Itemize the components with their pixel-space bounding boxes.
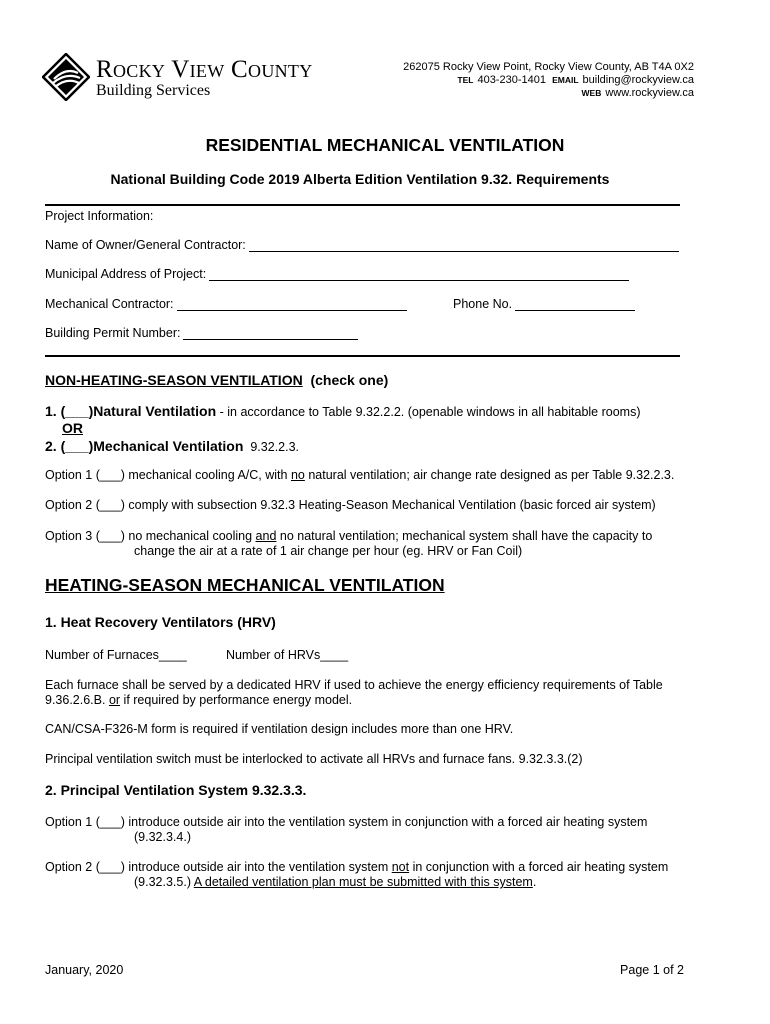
item2-title: Mechanical Ventilation [93, 438, 244, 454]
contact-phone-email [457, 74, 694, 86]
mech-contractor-label: Mechanical Contractor: [45, 297, 174, 311]
tel-value: 403-230-1401 [477, 74, 546, 86]
footer-date: January, 2020 [45, 963, 124, 977]
item1-title: Natural Ventilation [93, 403, 217, 419]
pvs-opt2-text-end: in conjunction with a forced air heating system [409, 860, 669, 874]
non-heating-option-2[interactable]: Option 2 (___) comply with subsection 9.32.3 Heating-Season Mechanical Ventilation (basic forced air system) [45, 498, 656, 512]
pvs-opt2-text: Option 2 (___) introduce outside air into the ventilation system [45, 860, 392, 874]
pvs-option-1-cont: (9.32.3.4.) [134, 830, 191, 844]
org-subtitle: Building Services [96, 82, 211, 99]
mech-contractor-input[interactable] [177, 299, 407, 311]
pvs-option-2-cont [45, 875, 536, 889]
item2-check[interactable]: 2. (___) [45, 438, 94, 454]
pvs-opt2-requirement: A detailed ventilation plan must be submitted with this system [193, 875, 533, 889]
page-subtitle: National Building Code 2019 Alberta Edition Ventilation 9.32. Requirements [110, 171, 610, 187]
para1-text: 9.36.2.6.B. [45, 693, 109, 707]
pvs-heading: 2. Principal Ventilation System 9.32.3.3. [45, 782, 307, 798]
pvs-opt2-ref: (9.32.3.5.) [134, 875, 194, 889]
natural-ventilation-item [45, 403, 641, 419]
address-label: Municipal Address of Project: [45, 267, 207, 281]
opt3-emphasis: and [255, 529, 277, 543]
pvs-opt2-emphasis: not [391, 860, 410, 874]
hrv-heading: 1. Heat Recovery Ventilators (HRV) [45, 614, 276, 630]
permit-field [45, 326, 358, 340]
heating-season-heading: HEATING-SEASON MECHANICAL VENTILATION [45, 575, 445, 595]
phone-label: Phone No. [453, 297, 513, 311]
phone-field [453, 297, 635, 311]
opt1-text: Option 1 (___) mechanical cooling A/C, with [45, 468, 291, 482]
para1-text-end: if required by performance energy model. [120, 693, 353, 707]
item1-desc: - in accordance to Table 9.32.2.2. (openable windows in all habitable rooms) [216, 405, 641, 419]
opt3-text: Option 3 (___) no mechanical cooling [45, 529, 256, 543]
non-heating-option-3-cont: change the air at a rate of 1 air change per hour (eg. HRV or Fan Coil) [134, 544, 523, 558]
logo-icon [42, 53, 90, 101]
opt3-text-end: no natural ventilation; mechanical system shall have the capacity to [276, 529, 653, 543]
para1-emphasis: or [108, 693, 121, 707]
or-label: OR [62, 420, 83, 436]
web-value[interactable]: www.rockyview.ca [605, 87, 694, 99]
hrv-para-1-line-2 [45, 693, 352, 707]
check-one-note: (check one) [310, 372, 389, 388]
address-field [45, 267, 629, 281]
mech-contractor-field [45, 297, 407, 311]
email-value[interactable]: building@rockyview.ca [582, 74, 694, 86]
county-logo [42, 53, 90, 101]
owner-field [45, 238, 679, 252]
pvs-opt2-period: . [532, 875, 537, 889]
non-heating-option-3[interactable] [45, 529, 652, 543]
hrv-para-3: Principal ventilation switch must be interlocked to activate all HRVs and furnace fans. 9.32.3.3.(2) [45, 752, 583, 766]
furnaces-count[interactable]: Number of Furnaces____ [45, 648, 187, 662]
contact-web [582, 87, 694, 99]
item1-check[interactable]: 1. (___) [45, 403, 94, 419]
non-heating-title: NON-HEATING-SEASON VENTILATION [45, 372, 303, 388]
hrv-para-1-line-1: Each furnace shall be served by a dedicated HRV if used to achieve the energy efficiency requirements of Table [45, 678, 663, 692]
non-heating-option-1[interactable] [45, 468, 674, 482]
page-title: RESIDENTIAL MECHANICAL VENTILATION [205, 135, 565, 155]
address: 262075 Rocky View Point, Rocky View County, AB T4A 0X2 [403, 61, 694, 73]
tel-label: TEL [457, 75, 474, 85]
mechanical-ventilation-item [45, 438, 299, 454]
hrv-para-2: CAN/CSA-F326-M form is required if ventilation design includes more than one HRV. [45, 722, 514, 736]
owner-input[interactable] [249, 240, 679, 252]
footer-page-number: Page 1 of 2 [620, 963, 684, 977]
owner-label: Name of Owner/General Contractor: [45, 238, 246, 252]
permit-input[interactable] [183, 328, 358, 340]
divider-middle [45, 355, 680, 357]
email-label: EMAIL [552, 75, 579, 85]
web-label: WEB [581, 88, 602, 98]
phone-input[interactable] [515, 299, 635, 311]
opt1-text-end: natural ventilation; air change rate designed as per Table 9.32.2.3. [304, 468, 675, 482]
opt1-emphasis: no [290, 468, 305, 482]
org-name: Rocky View County [96, 56, 313, 83]
project-info-heading: Project Information: [45, 209, 154, 223]
item2-ref: 9.32.2.3. [250, 440, 300, 454]
pvs-option-1[interactable]: Option 1 (___) introduce outside air into the ventilation system in conjunction with a forced air heating system [45, 815, 648, 829]
divider-top [45, 204, 680, 206]
hrv-count[interactable]: Number of HRVs____ [226, 648, 349, 662]
permit-label: Building Permit Number: [45, 326, 181, 340]
address-input[interactable] [209, 269, 629, 281]
non-heating-heading [45, 372, 388, 388]
pvs-option-2[interactable] [45, 860, 668, 874]
